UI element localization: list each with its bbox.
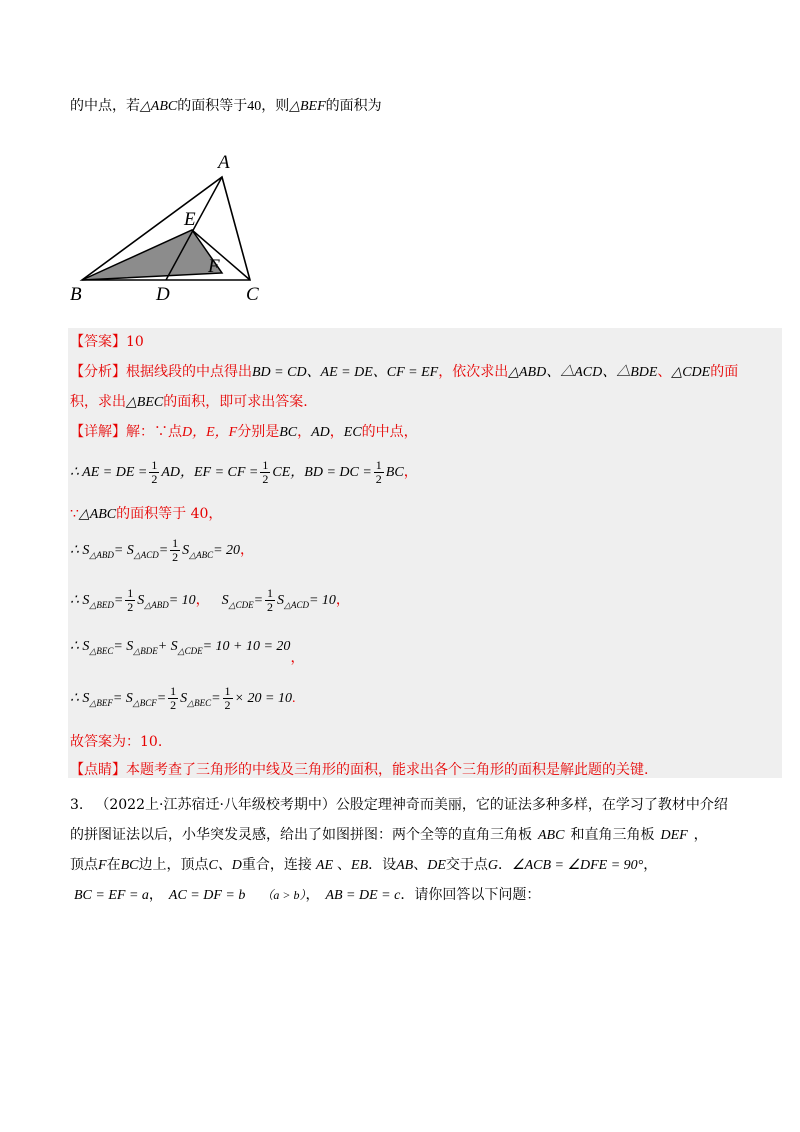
eq4-end: ， bbox=[240, 543, 255, 558]
eq7-e: = bbox=[211, 691, 221, 706]
fraction-half: $\frac{1}{2}$ bbox=[262, 458, 269, 487]
q3-3b: F bbox=[98, 858, 107, 873]
eq6-end: ， bbox=[290, 651, 305, 666]
eq5-mid: ， bbox=[195, 593, 210, 608]
detail-line-4 bbox=[70, 534, 254, 568]
analysis-sep: 、 bbox=[657, 364, 672, 380]
answer-value: 10 bbox=[126, 334, 144, 350]
eq6-a: ∴ S bbox=[70, 639, 90, 654]
question-number: 3. bbox=[70, 797, 84, 813]
triangle-figure bbox=[70, 150, 280, 310]
comment-tag: 【点睛】 bbox=[70, 762, 126, 778]
intro-line bbox=[70, 96, 382, 117]
eq5-a: ∴ S bbox=[70, 593, 90, 608]
eq5-sub4: △ACD bbox=[284, 600, 309, 610]
q3-4b: ， bbox=[148, 887, 163, 903]
detail-abc: △ABC bbox=[78, 507, 117, 522]
label-f: F bbox=[208, 256, 220, 277]
analysis-cde: △CDE bbox=[671, 365, 711, 380]
eq4-sub1: △ABD bbox=[89, 550, 114, 560]
answer-tag: 【答案】 bbox=[70, 334, 126, 350]
detail-tag: 【详解】 bbox=[70, 424, 126, 440]
q3-3s: ， bbox=[643, 857, 658, 873]
eq7-sub1: △BEF bbox=[89, 698, 113, 708]
eq2-part-d: BC bbox=[385, 465, 404, 480]
detail-text-3: 的中点， bbox=[361, 424, 418, 440]
q3-def: DEF bbox=[660, 828, 688, 843]
answer-line bbox=[70, 332, 144, 352]
analysis-tag: 【分析】 bbox=[70, 364, 126, 380]
eq7-f: × 20 = 10 bbox=[234, 691, 292, 706]
analysis-text: 根据线段的中点得出 bbox=[126, 364, 252, 380]
eq4-d: S bbox=[182, 543, 190, 558]
triangle-abc: △ABC bbox=[140, 99, 178, 114]
analysis-text-5: 积，求出 bbox=[70, 394, 126, 410]
detail-ad: AD bbox=[311, 425, 330, 440]
eq6-sub1: △BEC bbox=[89, 646, 114, 656]
q3-3r: ∠ACB = ∠DFE = 90° bbox=[512, 858, 644, 873]
because-sign: ∵ bbox=[70, 506, 79, 522]
q3-3m: 、 bbox=[413, 857, 428, 873]
analysis-text-4: 的面 bbox=[710, 364, 739, 380]
q3-3f: C、D bbox=[208, 858, 242, 873]
eq5-end: ， bbox=[335, 593, 350, 608]
q3-4f: AB = DE = c bbox=[325, 888, 401, 903]
analysis-text-2: ，依次求出 bbox=[438, 364, 509, 380]
q3-4d: （a > b） bbox=[261, 888, 306, 902]
eq5-sub3: △CDE bbox=[228, 600, 254, 610]
eq7-d: S bbox=[180, 691, 188, 706]
detail-line-6 bbox=[70, 630, 304, 664]
intro-text-3: ，则 bbox=[261, 98, 290, 114]
eq5-b: = bbox=[113, 593, 124, 608]
eq2-end: ， bbox=[403, 465, 418, 480]
triangle-bef: △BEF bbox=[289, 99, 326, 114]
eq4-b: = S bbox=[113, 543, 134, 558]
eq4-e: = 20 bbox=[213, 543, 241, 558]
q3-text-2c: 和直角三角板 bbox=[570, 827, 655, 843]
comment-line bbox=[70, 760, 648, 780]
detail-text-2: 分别是 bbox=[237, 424, 280, 440]
detail-line-3 bbox=[70, 504, 222, 525]
eq4-sub3: △ABC bbox=[189, 550, 214, 560]
q3-3i: 、 bbox=[337, 857, 352, 873]
detail-sep-2: ， bbox=[329, 424, 344, 440]
detail-text: 解：∵点 bbox=[126, 424, 182, 440]
fraction-half: $\frac{1}{2}$ bbox=[172, 536, 179, 565]
eq6-d: = 10 + 10 = 20 bbox=[202, 639, 291, 654]
q3-3n: DE bbox=[427, 858, 446, 873]
q3-text-2e: ， bbox=[693, 827, 708, 843]
q3-4c: AC = DF = b bbox=[168, 888, 246, 903]
intro-text-2: 的面积等于 bbox=[177, 98, 248, 114]
q3-abc: ABC bbox=[538, 828, 565, 843]
q3-line-2 bbox=[70, 825, 708, 846]
eq7-c: = bbox=[156, 691, 167, 706]
eq7-a: ∴ S bbox=[70, 691, 90, 706]
q3-line-3 bbox=[70, 855, 657, 876]
q3-3l: AB bbox=[396, 858, 414, 873]
eq6-b: = S bbox=[113, 639, 134, 654]
q3-3a: 顶点 bbox=[70, 857, 98, 873]
detail-ec: EC bbox=[343, 425, 362, 440]
eq2-part-b: AD，EF = CF = bbox=[161, 465, 259, 480]
q3-text-2a: 的拼图证法以后，小华突发灵感，给出了如图拼图：两个全等的直角三角板 bbox=[70, 827, 532, 843]
q3-3o: 交于点 bbox=[445, 857, 488, 873]
eq7-sub2: △BCF bbox=[132, 698, 157, 708]
detail-bc: BC bbox=[279, 425, 298, 440]
eq5-c: S bbox=[137, 593, 145, 608]
fraction-half: $\frac{1}{2}$ bbox=[375, 458, 382, 487]
eq5-sub1: △BED bbox=[89, 600, 114, 610]
detail-line-7 bbox=[70, 682, 295, 716]
eq5-f: = bbox=[253, 593, 264, 608]
fraction-half: $\frac{1}{2}$ bbox=[151, 458, 158, 487]
eq2-part-c: CE，BD = DC = bbox=[272, 465, 372, 480]
q3-4g: ．请你回答以下问题： bbox=[400, 887, 541, 903]
eq5-e: S bbox=[221, 593, 229, 608]
q3-4a: BC = EF = a bbox=[74, 888, 149, 903]
label-d: D bbox=[156, 284, 170, 305]
analysis-triangles: △ABD、△ACD、△BDE bbox=[508, 365, 658, 380]
eq6-sub3: △CDE bbox=[177, 646, 203, 656]
comment-text: 本题考查了三角形的中线及三角形的面积，能求出各个三角形的面积是解此题的关键. bbox=[126, 762, 649, 778]
detail-points: D，E，F bbox=[182, 425, 238, 440]
eq5-d: = 10 bbox=[168, 593, 196, 608]
eq6-c: + S bbox=[157, 639, 178, 654]
q3-3q: ． bbox=[498, 857, 513, 873]
q3-line-4 bbox=[74, 885, 540, 906]
eq4-a: ∴ S bbox=[70, 543, 90, 558]
fraction-half: $\frac{1}{2}$ bbox=[267, 586, 274, 615]
intro-text-4: 的面积为 bbox=[325, 98, 382, 114]
analysis-text-6: 的面积，即可求出答案. bbox=[163, 394, 308, 410]
q3-text-1: （2022上·江苏宿迁·八年级校考期中）公股定理神奇而美丽，它的证法多种多样，在学习了教材中介绍 bbox=[95, 797, 728, 813]
eq5-h: = 10 bbox=[308, 593, 336, 608]
eq6-sub2: △BDE bbox=[133, 646, 158, 656]
label-e: E bbox=[184, 209, 196, 230]
q3-3k: ．设 bbox=[368, 857, 397, 873]
detail-sep: ， bbox=[297, 424, 312, 440]
fraction-half: $\frac{1}{2}$ bbox=[127, 586, 134, 615]
intro-text: 的中点，若 bbox=[70, 98, 140, 114]
analysis-bec: △BEC bbox=[126, 395, 164, 410]
label-a: A bbox=[218, 152, 230, 173]
eq5-g: S bbox=[277, 593, 285, 608]
eq4-sub2: △ACD bbox=[133, 550, 159, 560]
q3-3p: G bbox=[487, 858, 499, 873]
detail-area-text: 的面积等于 40， bbox=[116, 506, 223, 522]
eq7-end: . bbox=[291, 691, 296, 706]
eq4-c: = bbox=[158, 543, 169, 558]
analysis-line-1 bbox=[70, 362, 738, 383]
q3-line-1 bbox=[70, 795, 728, 815]
eq2-part-a: ∴ AE = DE = bbox=[70, 465, 148, 480]
q3-3h: AE bbox=[315, 858, 334, 873]
q3-3d: BC bbox=[120, 858, 139, 873]
q3-4e: ， bbox=[305, 887, 320, 903]
area-value: 40 bbox=[247, 99, 262, 114]
q3-3g: 重合，连接 bbox=[241, 857, 312, 873]
eq7-b: = S bbox=[112, 691, 133, 706]
analysis-line-2 bbox=[70, 392, 308, 413]
q3-3c: 在 bbox=[106, 857, 121, 873]
eq5-sub2: △ABD bbox=[144, 600, 169, 610]
q3-3e: 边上，顶点 bbox=[138, 857, 209, 873]
geometry-figure bbox=[70, 150, 280, 310]
final-answer: 故答案为：10. bbox=[70, 734, 163, 750]
detail-line-2 bbox=[70, 456, 418, 490]
label-b: B bbox=[70, 284, 82, 305]
label-c: C bbox=[246, 284, 259, 305]
q3-3j: EB bbox=[351, 858, 369, 873]
detail-line-1 bbox=[70, 422, 418, 443]
detail-line-5 bbox=[70, 584, 350, 618]
eq7-sub3: △BEC bbox=[187, 698, 212, 708]
fraction-half: $\frac{1}{2}$ bbox=[170, 684, 177, 713]
fraction-half: $\frac{1}{2}$ bbox=[224, 684, 231, 713]
analysis-equation: BD = CD、AE = DE、CF = EF bbox=[252, 365, 439, 380]
